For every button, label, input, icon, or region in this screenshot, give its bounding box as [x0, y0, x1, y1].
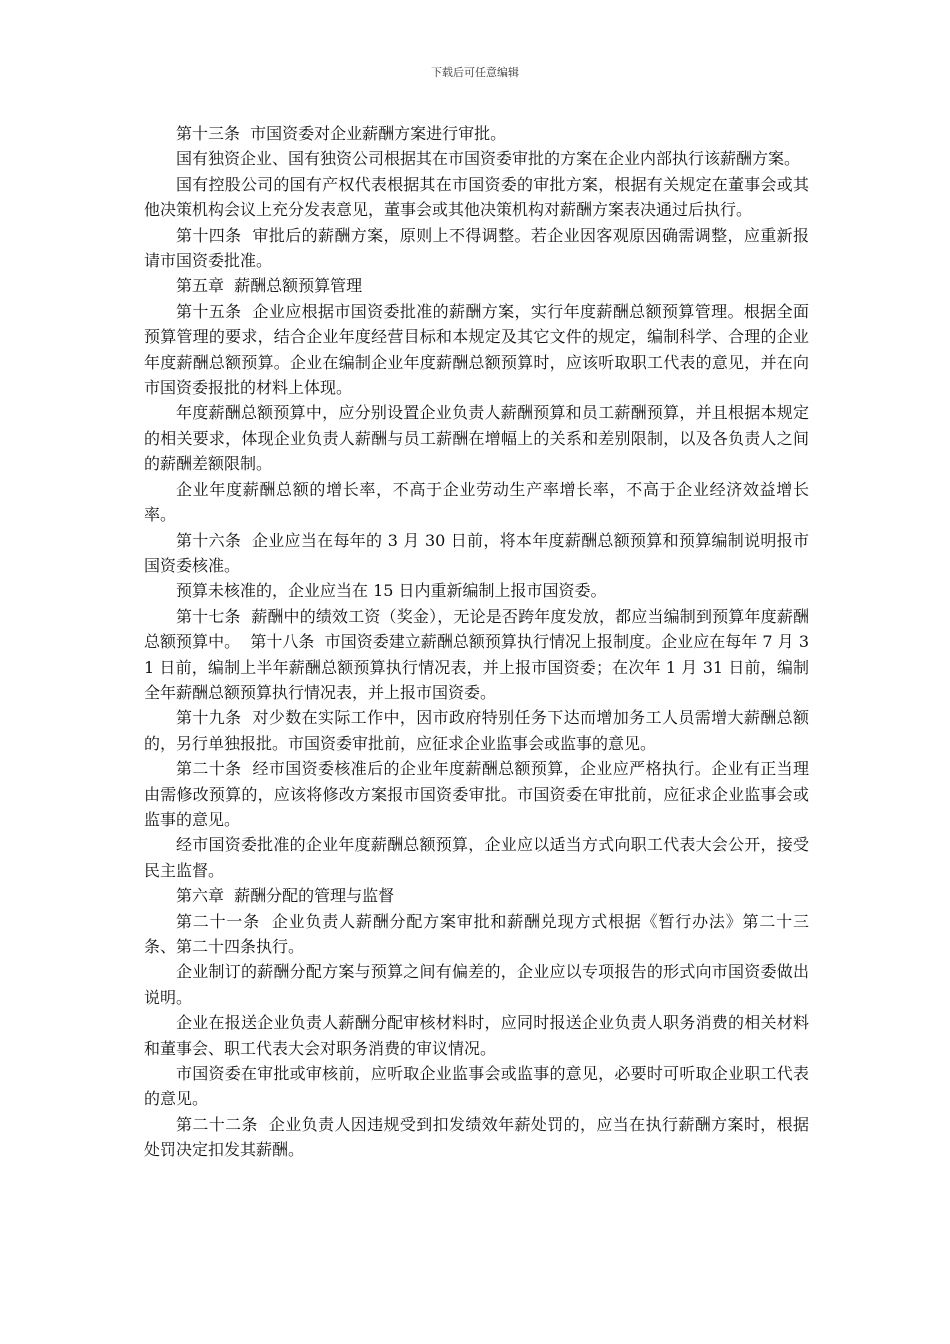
paragraph: 预算未核准的，企业应当在 15 日内重新编制上报市国资委。 — [176, 581, 607, 601]
paragraph: 第二十二条 企业负责人因违规受到扣发绩效年薪处罚的，应当在执行薪酬方案时，根据处罚决定扣发其薪酬。 — [144, 1114, 809, 1160]
chapter-heading: 第六章 薪酬分配的管理与监督 — [176, 886, 395, 906]
paragraph: 第二十条 经市国资委核准后的企业年度薪酬总额预算，企业应严格执行。企业有正当理由需修改预算的，应该将修改方案报市国资委审批。市国资委在审批前，应征求企业监事会或监事的意见。 — [144, 759, 809, 829]
paragraph: 第二十一条 企业负责人薪酬分配方案审批和薪酬兑现方式根据《暂行办法》第二十三条、第二十四条执行。 — [144, 911, 809, 956]
paragraph: 市国资委在审批或审核前，应听取企业监事会或监事的意见，必要时可听取企业职工代表的意见。 — [144, 1064, 809, 1109]
paragraph: 国有控股公司的国有产权代表根据其在市国资委的审批方案，根据有关规定在董事会或其他决策机构会议上充分发表意见，董事会或其他决策机构对薪酬方案表决通过后执行。 — [144, 174, 809, 220]
document-body — [144, 121, 809, 1163]
paragraph: 第十九条 对少数在实际工作中，因市政府特别任务下达而增加务工人员需增大薪酬总额的，另行单独报批。市国资委审批前，应征求企业监事会或监事的意见。 — [144, 708, 809, 753]
paragraph: 企业在报送企业负责人薪酬分配审核材料时，应同时报送企业负责人职务消费的相关材料和董事会、职工代表大会对职务消费的审议情况。 — [144, 1013, 809, 1058]
page-header: 下载后可任意编辑 — [431, 66, 519, 79]
paragraph: 经市国资委批准的企业年度薪酬总额预算，企业应以适当方式向职工代表大会公开，接受民主监督。 — [144, 835, 809, 880]
paragraph: 第十四条 审批后的薪酬方案，原则上不得调整。若企业因客观原因确需调整，应重新报请市国资委批准。 — [144, 225, 809, 271]
paragraph: 第十五条 企业应根据市国资委批准的薪酬方案，实行年度薪酬总额预算管理。根据全面预算管理的要求，结合企业年度经营目标和本规定及其它文件的规定，编制科学、合理的企业年度薪酬总额预算。企业在编制企业年度薪酬总额预算时，应该听取职工代表的意见，并在向市国资委报批的材料上体现。 — [144, 301, 809, 398]
paragraph: 第十七条 薪酬中的绩效工资（奖金），无论是否跨年度发放，都应当编制到预算年度薪酬总额预算中。 第十八条 市国资委建立薪酬总额预算执行情况上报制度。企业应在每年 7 月 31 日前，编制上半年薪酬总额预算执行情况表，并上报市国资委；在次年 1 月 31 日前，编制全年薪酬总额预算执行情况表，并上报市国资委。 — [144, 606, 809, 702]
paragraph: 企业制订的薪酬分配方案与预算之间有偏差的，企业应以专项报告的形式向市国资委做出说明。 — [144, 962, 809, 1007]
paragraph: 年度薪酬总额预算中，应分别设置企业负责人薪酬预算和员工薪酬预算，并且根据本规定的相关要求，体现企业负责人薪酬与员工薪酬在增幅上的关系和差别限制，以及各负责人之间的薪酬差额限制。 — [144, 403, 809, 474]
paragraph: 国有独资企业、国有独资公司根据其在市国资委审批的方案在企业内部执行该薪酬方案。 — [176, 149, 801, 169]
chapter-heading: 第五章 薪酬总额预算管理 — [176, 276, 363, 296]
paragraph: 第十六条 企业应当在每年的 3 月 30 日前，将本年度薪酬总额预算和预算编制说明报市国资委核准。 — [144, 530, 809, 575]
paragraph: 第十三条 市国资委对企业薪酬方案进行审批。 — [176, 124, 507, 143]
paragraph: 企业年度薪酬总额的增长率，不高于企业劳动生产率增长率，不高于企业经济效益增长率。 — [144, 479, 809, 525]
